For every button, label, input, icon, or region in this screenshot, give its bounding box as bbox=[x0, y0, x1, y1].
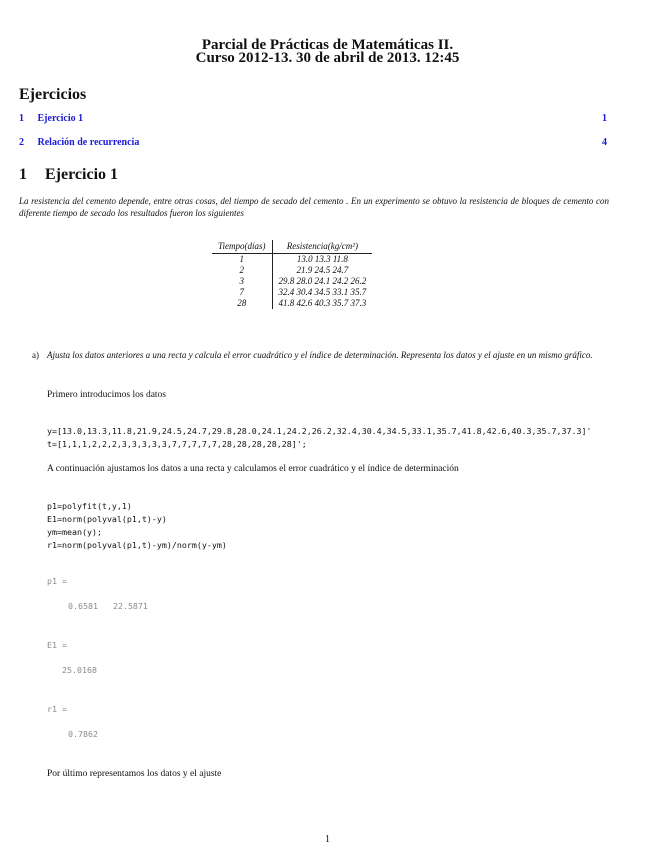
toc-heading: Ejercicios bbox=[19, 86, 87, 103]
toc-item-label[interactable]: Relación de recurrencia bbox=[37, 137, 140, 148]
output-e1-label: E1 = bbox=[47, 640, 67, 650]
toc-item-ejercicio-1[interactable] bbox=[19, 113, 607, 124]
table-header-row bbox=[212, 240, 372, 254]
data-table bbox=[212, 240, 372, 309]
section-number: 1 bbox=[19, 166, 27, 183]
table-header-resistance: Resistencia(kg/cm²) bbox=[272, 240, 372, 254]
table-cell-time: 3 bbox=[212, 276, 272, 287]
output-p1-label: p1 = bbox=[47, 576, 67, 586]
table-cell-time: 28 bbox=[212, 298, 272, 309]
table-cell-time: 2 bbox=[212, 265, 272, 276]
paragraph-intro-data: Primero introducimos los datos bbox=[47, 390, 167, 400]
table-cell-resistance: 21.9 24.5 24.7 bbox=[296, 265, 349, 275]
code-block-fit: p1=polyfit(t,y,1) E1=norm(polyval(p1,t)-y) ym=mean(y); r1=norm(polyval(p1,t)-ym)/norm(y-ym) bbox=[47, 501, 227, 550]
toc-item-label[interactable]: Ejercicio 1 bbox=[37, 113, 84, 124]
toc-item-page[interactable]: 4 bbox=[602, 137, 607, 148]
output-p1-value: 0.6581 22.5871 bbox=[68, 601, 148, 611]
exercise-item-a bbox=[32, 349, 612, 361]
toc-item-relacion-recurrencia[interactable] bbox=[19, 137, 607, 148]
table-row bbox=[212, 298, 372, 309]
document-title-line2: Curso 2012-13. 30 de abril de 2013. 12:45 bbox=[195, 50, 460, 66]
table-row bbox=[212, 287, 372, 298]
toc-item-number: 2 bbox=[19, 137, 24, 148]
section-heading bbox=[19, 166, 118, 184]
table-cell-time: 1 bbox=[212, 254, 272, 266]
code-block-data: y=[13.0,13.3,11.8,21.9,24.5,24.7,29.8,28.0,24.1,24.2,26.2,32.4,30.4,34.5,33.1,35.7,41.8,42.6,40.3,35.7,37.3]' t=[1,1,1,2,2,2,3,3,3,3,3,7,7,7,7,7,28,28,28,28,28]'; bbox=[47, 426, 592, 449]
section-intro-text: La resistencia del cemento depende, entre otras cosas, del tiempo de secado del cemento . En un experimento se obtuvo la resistencia de bloques de cemento con diferente tiempo de secado los resultados fueron los siguientes bbox=[19, 196, 609, 218]
table-cell-resistance: 13.0 13.3 11.8 bbox=[296, 254, 348, 264]
paragraph-plot: Por último representamos los datos y el ajuste bbox=[47, 769, 222, 779]
toc-item-page[interactable]: 1 bbox=[602, 113, 607, 124]
output-r1-value: 0.7862 bbox=[68, 729, 98, 739]
output-e1-value: 25.0168 bbox=[62, 665, 97, 675]
table-row bbox=[212, 265, 372, 276]
table-header-time: Tiempo(días) bbox=[212, 240, 272, 254]
table-row bbox=[212, 276, 372, 287]
page-number: 1 bbox=[325, 834, 330, 845]
section-title: Ejercicio 1 bbox=[45, 166, 119, 183]
table-cell-resistance: 32.4 30.4 34.5 33.1 35.7 bbox=[278, 287, 367, 297]
exercise-item-label: a) bbox=[32, 350, 39, 360]
document-title-line1: Parcial de Prácticas de Matemáticas II. bbox=[201, 37, 454, 53]
table-cell-resistance: 41.8 42.6 40.3 35.7 37.3 bbox=[278, 298, 367, 308]
table-row bbox=[212, 254, 372, 266]
toc-item-number: 1 bbox=[19, 113, 24, 124]
table-cell-time: 7 bbox=[212, 287, 272, 298]
paragraph-fit: A continuación ajustamos los datos a una recta y calculamos el error cuadrático y el índice de determinación bbox=[47, 464, 459, 474]
output-r1-label: r1 = bbox=[47, 704, 67, 714]
exercise-item-text: Ajusta los datos anteriores a una recta y calcula el error cuadrático y el índice de determinación. Representa los datos y el ajuste en un mismo gráfico. bbox=[47, 350, 593, 360]
table-cell-resistance: 29.8 28.0 24.1 24.2 26.2 bbox=[278, 276, 367, 286]
